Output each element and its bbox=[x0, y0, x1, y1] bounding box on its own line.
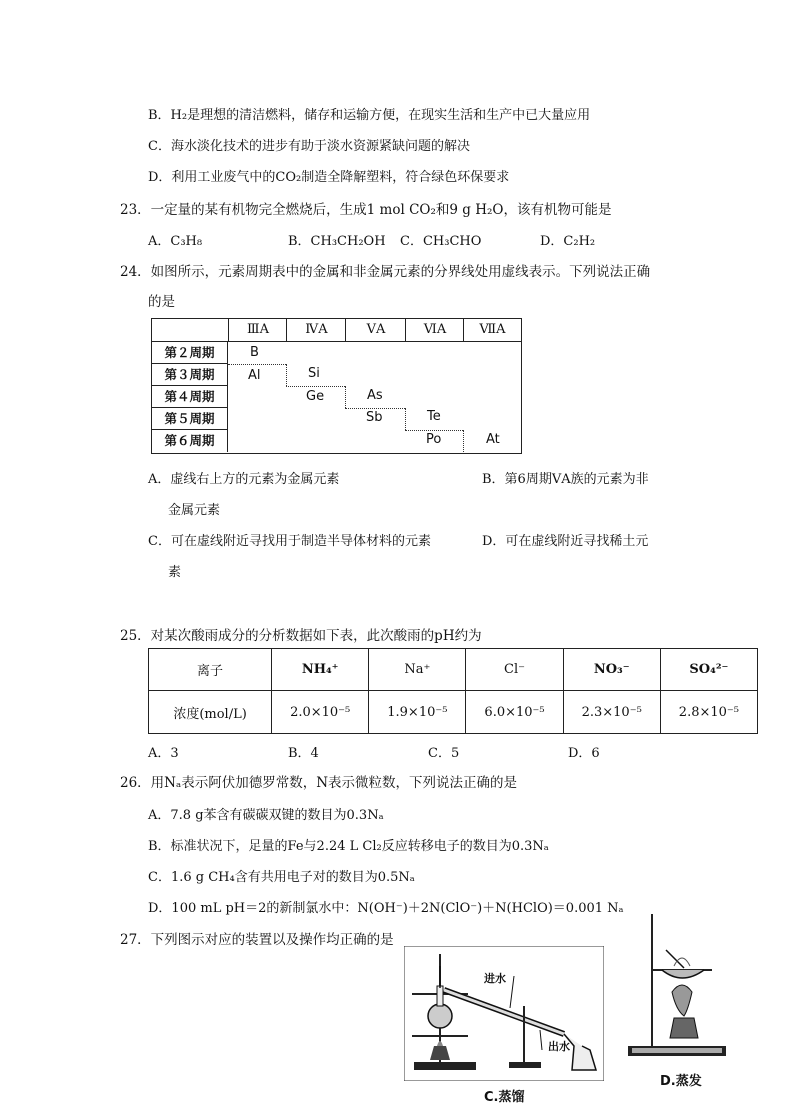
q26-option-d: D．100 mL pH＝2的新制氯水中：N(OH⁻)＋2N(ClO⁻)＋N(HClO)＝0.001 Nₐ bbox=[148, 901, 624, 916]
base-top bbox=[632, 1048, 722, 1053]
water-out-label: 出水 bbox=[548, 1040, 570, 1053]
ion-header: Cl⁻ bbox=[466, 649, 563, 691]
group-header: ⅢA bbox=[228, 319, 287, 341]
boundary-line bbox=[405, 430, 463, 431]
element-al: Al bbox=[248, 368, 261, 383]
element-sb: Sb bbox=[366, 410, 383, 425]
element-at: At bbox=[486, 432, 500, 447]
q23-option-b: B．CH₃CH₂OH bbox=[288, 234, 386, 249]
q23-stem: 23．一定量的某有机物完全燃烧后，生成1 mol CO₂和9 g H₂O，该有机物可能是 bbox=[120, 202, 612, 218]
vapor bbox=[674, 958, 690, 966]
q22-option-c: C．海水淡化技术的进步有助于淡水资源紧缺问题的解决 bbox=[148, 139, 470, 154]
q26-option-c: C．1.6 g CH₄含有共用电子对的数目为0.5Nₐ bbox=[148, 870, 415, 885]
acid-rain-table bbox=[148, 648, 758, 734]
q25-option-b: B．4 bbox=[288, 746, 319, 761]
q26-stem: 26．用Nₐ表示阿伏加德罗常数，N表示微粒数，下列说法正确的是 bbox=[120, 775, 518, 791]
q24-option-d-cont: 素 bbox=[168, 565, 182, 580]
q22-option-d: D．利用工业废气中的CO₂制造全降解塑料，符合绿色环保要求 bbox=[148, 170, 510, 185]
q25-option-c: C．5 bbox=[428, 746, 460, 761]
boundary-line bbox=[286, 386, 345, 387]
q24-option-a: A．虚线右上方的元素为金属元素 bbox=[148, 472, 340, 487]
element-si: Si bbox=[308, 366, 320, 381]
table-header-label: 离子 bbox=[149, 649, 272, 691]
q22-option-b: B．H₂是理想的清洁燃料，储存和运输方便，在现实生活和生产中已大量应用 bbox=[148, 108, 591, 123]
element-as: As bbox=[367, 388, 383, 403]
q24-option-b-cont: 金属元素 bbox=[168, 503, 221, 518]
period-label: 第４周期 bbox=[152, 386, 228, 408]
flask-neck bbox=[437, 986, 443, 1006]
q25-stem: 25．对某次酸雨成分的分析数据如下表，此次酸雨的pH约为 bbox=[120, 628, 482, 644]
q24-option-b: B．第6周期ⅤA族的元素为非 bbox=[482, 472, 649, 487]
boundary-line bbox=[345, 386, 346, 408]
concentration-value: 2.0×10⁻⁵ bbox=[272, 691, 369, 734]
q25-option-a: A．3 bbox=[148, 746, 179, 761]
round-flask bbox=[428, 1004, 452, 1028]
boundary-line bbox=[286, 364, 287, 386]
concentration-value: 2.8×10⁻⁵ bbox=[660, 691, 757, 734]
element-b: B bbox=[250, 345, 259, 360]
boundary-line bbox=[345, 408, 405, 409]
ion-header: NH₄⁺ bbox=[272, 649, 369, 691]
q24-option-d: D．可在虚线附近寻找稀土元 bbox=[482, 534, 649, 549]
table-row-label: 浓度(mol/L) bbox=[149, 691, 272, 734]
glass-rod bbox=[666, 950, 684, 968]
concentration-value: 1.9×10⁻⁵ bbox=[369, 691, 466, 734]
boundary-line bbox=[405, 408, 406, 430]
group-header: ⅥA bbox=[405, 319, 464, 341]
evaporation-apparatus bbox=[622, 910, 732, 1060]
boundary-line bbox=[463, 430, 464, 452]
q26-option-b: B．标准状况下，足量的Fe与2.24 L Cl₂反应转移电子的数目为0.3Nₐ bbox=[148, 839, 549, 854]
evaporating-dish bbox=[662, 970, 704, 978]
q23-option-a: A．C₃H₈ bbox=[148, 234, 203, 249]
water-in-label: 进水 bbox=[484, 972, 506, 985]
group-header: ⅦA bbox=[463, 319, 521, 341]
stand-base bbox=[414, 1062, 476, 1070]
boundary-line bbox=[228, 364, 286, 365]
q24-stem: 24．如图所示，元素周期表中的金属和非金属元素的分界线处用虚线表示。下列说法正确 bbox=[120, 264, 651, 280]
distillation-apparatus bbox=[404, 946, 604, 1081]
flame bbox=[672, 985, 692, 1016]
stand-base-2 bbox=[509, 1062, 541, 1068]
q26-option-a: A．7.8 g苯含有碳碳双键的数目为0.3Nₐ bbox=[148, 808, 384, 823]
element-po: Po bbox=[426, 432, 442, 447]
element-ge: Ge bbox=[306, 389, 325, 404]
concentration-value: 2.3×10⁻⁵ bbox=[563, 691, 660, 734]
caption-distillation: C.蒸馏 bbox=[484, 1090, 525, 1105]
period-label: 第３周期 bbox=[152, 364, 228, 386]
q23-option-d: D．C₂H₂ bbox=[540, 234, 596, 249]
ion-header: Na⁺ bbox=[369, 649, 466, 691]
caption-evaporation: D.蒸发 bbox=[660, 1074, 702, 1089]
concentration-value: 6.0×10⁻⁵ bbox=[466, 691, 563, 734]
q24-stem-cont: 的是 bbox=[148, 294, 175, 310]
q27-stem: 27．下列图示对应的装置以及操作均正确的是 bbox=[120, 932, 394, 948]
period-label: 第５周期 bbox=[152, 408, 228, 430]
element-te: Te bbox=[427, 409, 441, 424]
periodic-table-excerpt bbox=[151, 318, 522, 454]
group-header: ⅣA bbox=[286, 319, 346, 341]
q24-option-c: C．可在虚线附近寻找用于制造半导体材料的元素 bbox=[148, 534, 431, 549]
period-label: 第２周期 bbox=[152, 342, 228, 364]
q25-option-d: D．6 bbox=[568, 746, 600, 761]
q23-option-c: C．CH₃CHO bbox=[400, 234, 482, 249]
ion-header: SO₄²⁻ bbox=[660, 649, 757, 691]
group-header: ⅤA bbox=[345, 319, 406, 341]
ion-header: NO₃⁻ bbox=[563, 649, 660, 691]
period-label: 第６周期 bbox=[152, 430, 228, 452]
alcohol-lamp bbox=[670, 1018, 698, 1038]
